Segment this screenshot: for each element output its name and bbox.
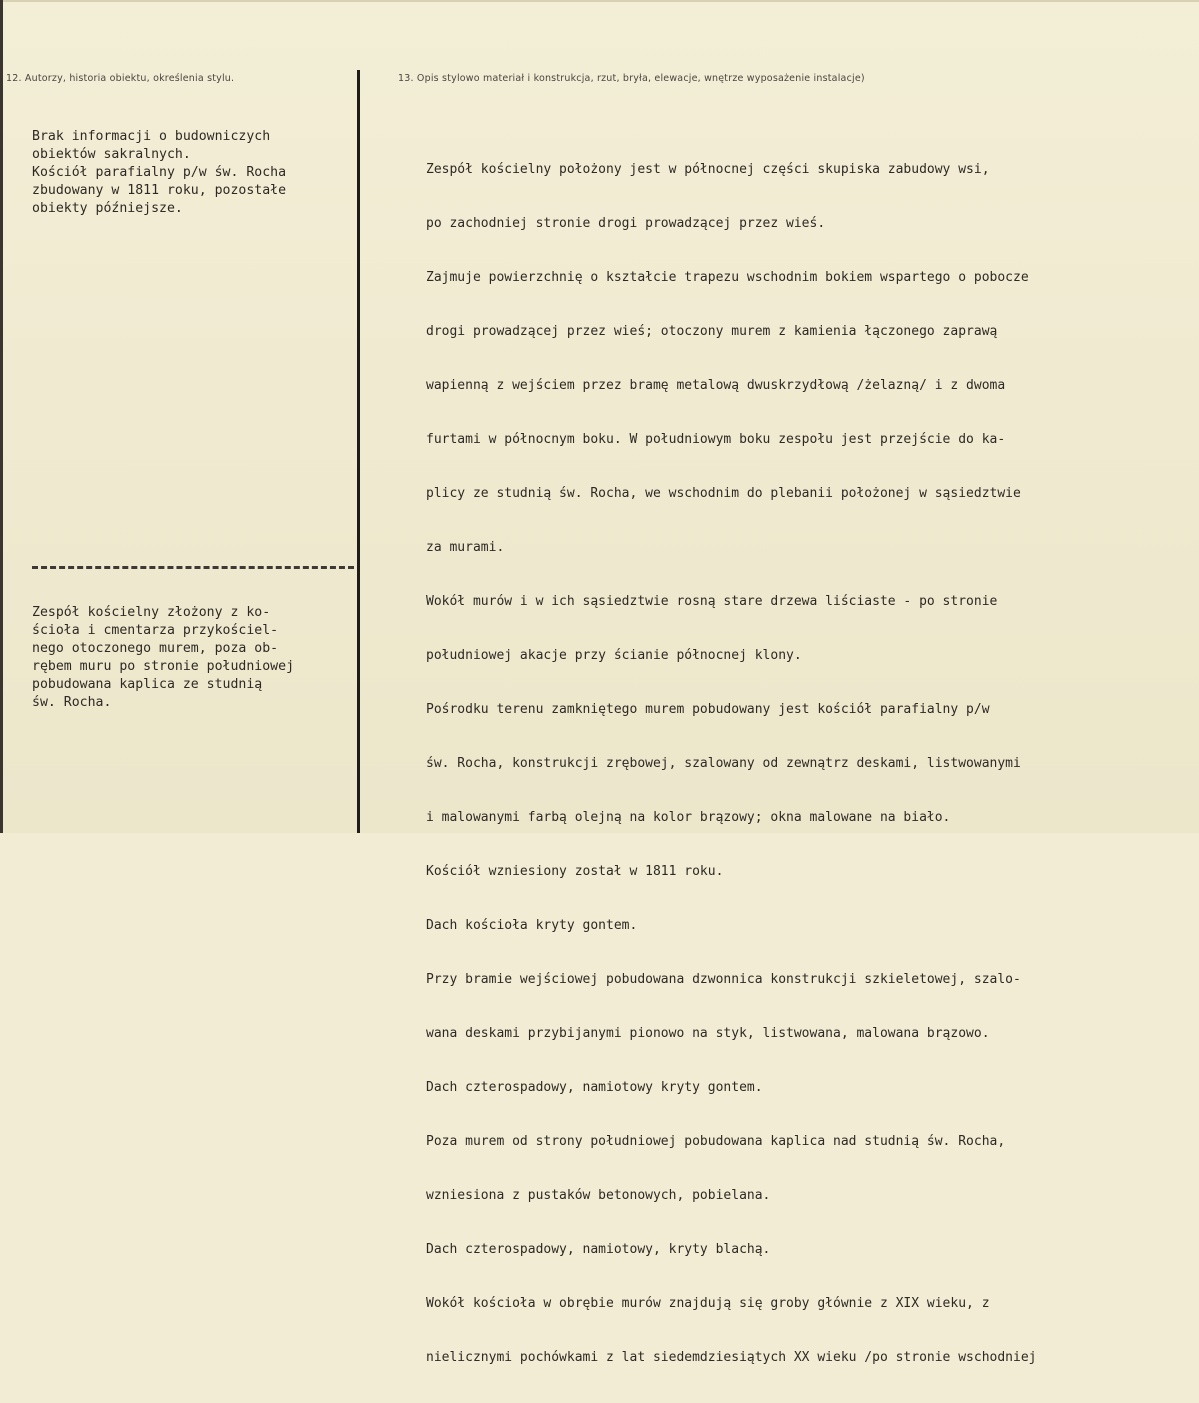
text-line: Dach kościoła kryty gontem. — [426, 918, 638, 933]
dashed-divider — [32, 566, 354, 569]
text-line: furtami w północnym boku. W południowym boku zespołu jest przejście do ka- — [426, 432, 1006, 447]
text-line: Wokół kościoła w obrębie murów znajdują się groby głównie z XIX wieku, z — [426, 1296, 990, 1311]
text-line: Poza murem od strony południowej pobudowana kaplica nad studnią św. Rocha, — [426, 1134, 1006, 1149]
text-line: plicy ze studnią św. Rocha, we wschodnim do plebanii położonej w sąsiedztwie — [426, 486, 1021, 501]
vertical-divider — [357, 70, 360, 833]
text-line: Kościół wzniesiony został w 1811 roku. — [426, 864, 724, 879]
top-edge — [0, 0, 1199, 2]
text-line: po zachodniej stronie drogi prowadzącej przez wieś. — [426, 216, 826, 231]
section-13-text — [426, 125, 1036, 1403]
text-line: Przy bramie wejściowej pobudowana dzwonnica konstrukcji szkieletowej, szalo- — [426, 972, 1021, 987]
text-line: Zajmuje powierzchnię o kształcie trapezu wschodnim bokiem wspartego o pobocze — [426, 270, 1029, 285]
text-line: Pośrodku terenu zamkniętego murem pobudowany jest kościół parafialny p/w — [426, 702, 990, 717]
summary-text: Zespół kościelny złożony z ko- ścioła i cmentarza przykościel- nego otoczonego murem, poza ob- rębem muru po stronie południowej pobudowana kaplica ze studnią św. Rocha. — [32, 605, 295, 710]
text-line: Dach czterospadowy, namiotowy kryty gontem. — [426, 1080, 763, 1095]
text-line: i malowanymi farbą olejną na kolor brązowy; okna malowane na biało. — [426, 810, 951, 825]
text-line: nielicznymi pochówkami z lat siedemdziesiątych XX wieku /po stronie wschodniej — [426, 1350, 1037, 1365]
text-line: wapienną z wejściem przez bramę metalową dwuskrzydłową /żelazną/ i z dwoma — [426, 378, 1006, 393]
text-line: św. Rocha, konstrukcji zrębowej, szalowany od zewnątrz deskami, listwowanymi — [426, 756, 1021, 771]
section-12-text: Brak informacji o budowniczych obiektów sakralnych. Kościół parafialny p/w św. Rocha zbudowany w 1811 roku, pozostałe obiekty późniejsze. — [32, 129, 287, 216]
text-line: wzniesiona z pustaków betonowych, pobielana. — [426, 1188, 771, 1203]
left-edge — [0, 0, 3, 833]
text-line: Wokół murów i w ich sąsiedztwie rosną stare drzewa liściaste - po stronie — [426, 594, 998, 609]
text-line: Zespół kościelny położony jest w północnej części skupiska zabudowy wsi, — [426, 162, 990, 177]
section-13-header: 13. Opis stylowo materiał i konstrukcja, rzut, bryła, elewacje, wnętrze wyposażenie instalacje) — [398, 73, 865, 84]
text-line: wana deskami przybijanymi pionowo na styk, listwowana, malowana brązowo. — [426, 1026, 990, 1041]
text-line: południowej akacje przy ścianie północnej klony. — [426, 648, 802, 663]
text-line: za murami. — [426, 540, 505, 555]
section-12-header: 12. Autorzy, historia obiektu, określenia stylu. — [6, 73, 235, 84]
text-line: Dach czterospadowy, namiotowy, kryty blachą. — [426, 1242, 771, 1257]
text-line: drogi prowadzącej przez wieś; otoczony murem z kamienia łączonego zaprawą — [426, 324, 998, 339]
